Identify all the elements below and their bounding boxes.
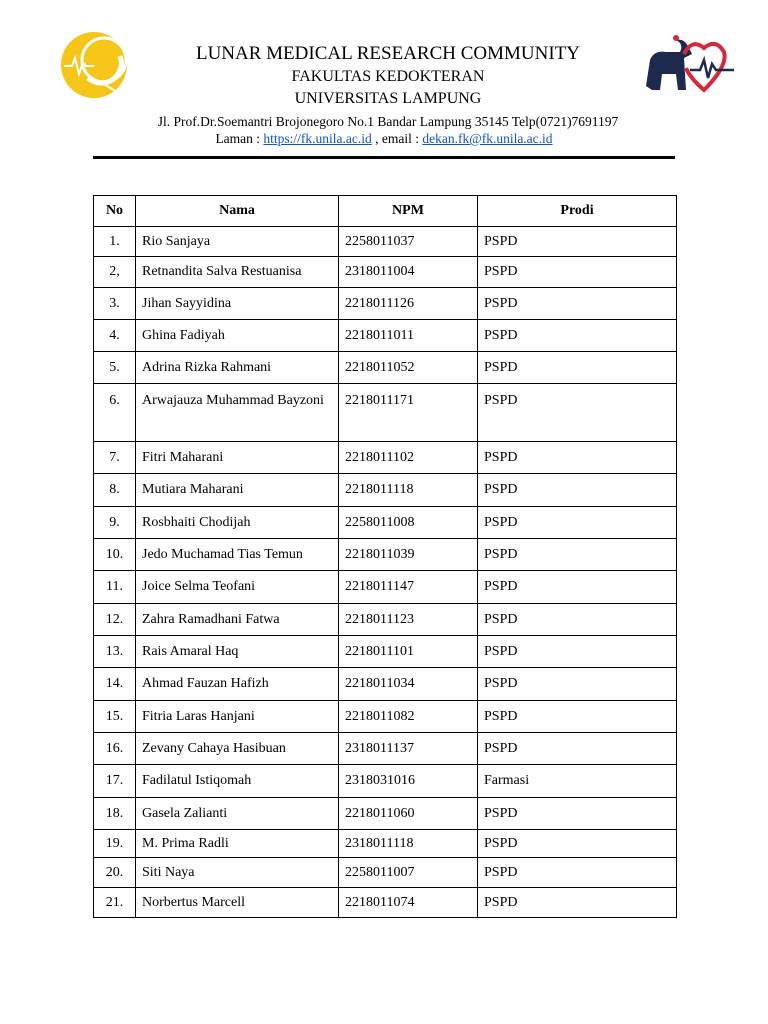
cell-prodi: Farmasi — [478, 765, 677, 798]
cell-no: 21. — [94, 888, 136, 918]
cell-nama: Fadilatul Istiqomah — [136, 765, 339, 798]
cell-nama: Retnandita Salva Restuanisa — [136, 257, 339, 288]
laman-label: Laman : — [215, 131, 264, 146]
cell-no: 12. — [94, 604, 136, 636]
table-header-row — [94, 196, 677, 227]
cell-npm: 2218011171 — [339, 384, 478, 442]
cell-no: 13. — [94, 636, 136, 668]
cell-npm: 2218011074 — [339, 888, 478, 918]
cell-prodi: PSPD — [478, 701, 677, 733]
cell-no: 19. — [94, 830, 136, 858]
email-label: , email : — [371, 131, 423, 146]
letterhead — [0, 42, 768, 147]
cell-npm: 2218011011 — [339, 320, 478, 352]
cell-nama: Zevany Cahaya Hasibuan — [136, 733, 339, 765]
address-line: Jl. Prof.Dr.Soemantri Brojonegoro No.1 Bandar Lampung 35145 Telp(0721)7691197 — [157, 114, 619, 129]
cell-npm: 2318031016 — [339, 765, 478, 798]
cell-nama: Zahra Ramadhani Fatwa — [136, 604, 339, 636]
table-row — [94, 384, 677, 442]
cell-npm: 2218011101 — [339, 636, 478, 668]
cell-npm: 2218011060 — [339, 798, 478, 830]
cell-npm: 2318011118 — [339, 830, 478, 858]
cell-prodi: PSPD — [478, 858, 677, 888]
cell-no: 2, — [94, 257, 136, 288]
table-body — [94, 227, 677, 918]
org-title: LUNAR MEDICAL RESEARCH COMMUNITY — [195, 43, 581, 64]
table-row — [94, 798, 677, 830]
cell-nama: Gasela Zalianti — [136, 798, 339, 830]
cell-nama: Siti Naya — [136, 858, 339, 888]
cell-no: 10. — [94, 539, 136, 571]
cell-no: 14. — [94, 668, 136, 701]
table-row — [94, 288, 677, 320]
table-row — [94, 352, 677, 384]
table-row — [94, 888, 677, 918]
cell-nama: Ghina Fadiyah — [136, 320, 339, 352]
cell-npm: 2218011082 — [339, 701, 478, 733]
header-nama: Nama — [136, 196, 339, 227]
member-table — [93, 195, 677, 918]
cell-nama: Arwajauza Muhammad Bayzoni — [136, 384, 339, 442]
cell-prodi: PSPD — [478, 636, 677, 668]
cell-npm: 2218011102 — [339, 442, 478, 474]
cell-npm: 2258011007 — [339, 858, 478, 888]
email-link[interactable]: dekan.fk@fk.unila.ac.id — [422, 131, 553, 146]
cell-nama: Ahmad Fauzan Hafizh — [136, 668, 339, 701]
cell-no: 5. — [94, 352, 136, 384]
cell-prodi: PSPD — [478, 798, 677, 830]
cell-nama: M. Prima Radli — [136, 830, 339, 858]
cell-nama: Rio Sanjaya — [136, 227, 339, 257]
cell-prodi: PSPD — [478, 320, 677, 352]
cell-nama: Norbertus Marcell — [136, 888, 339, 918]
cell-npm: 2218011147 — [339, 571, 478, 604]
website-link[interactable]: https://fk.unila.ac.id — [263, 131, 372, 146]
contact-line — [0, 130, 768, 147]
cell-npm: 2218011118 — [339, 474, 478, 507]
cell-nama: Fitri Maharani — [136, 442, 339, 474]
cell-prodi: PSPD — [478, 830, 677, 858]
table-row — [94, 539, 677, 571]
cell-npm: 2218011126 — [339, 288, 478, 320]
cell-no: 9. — [94, 507, 136, 539]
cell-no: 3. — [94, 288, 136, 320]
cell-no: 8. — [94, 474, 136, 507]
cell-no: 18. — [94, 798, 136, 830]
cell-prodi: PSPD — [478, 668, 677, 701]
cell-npm: 2258011008 — [339, 507, 478, 539]
faculty-name: FAKULTAS KEDOKTERAN — [291, 68, 485, 85]
cell-nama: Jedo Muchamad Tias Temun — [136, 539, 339, 571]
cell-nama: Fitria Laras Hanjani — [136, 701, 339, 733]
cell-prodi: PSPD — [478, 507, 677, 539]
cell-npm: 2218011034 — [339, 668, 478, 701]
table-row — [94, 571, 677, 604]
cell-no: 6. — [94, 384, 136, 442]
cell-prodi: PSPD — [478, 888, 677, 918]
table-row — [94, 474, 677, 507]
header-divider — [93, 156, 675, 159]
university-name: UNIVERSITAS LAMPUNG — [294, 90, 482, 107]
cell-nama: Mutiara Maharani — [136, 474, 339, 507]
cell-nama: Jihan Sayyidina — [136, 288, 339, 320]
table-row — [94, 507, 677, 539]
cell-npm: 2258011037 — [339, 227, 478, 257]
table-row — [94, 668, 677, 701]
cell-npm: 2218011052 — [339, 352, 478, 384]
cell-no: 20. — [94, 858, 136, 888]
cell-no: 4. — [94, 320, 136, 352]
cell-prodi: PSPD — [478, 227, 677, 257]
cell-nama: Joice Selma Teofani — [136, 571, 339, 604]
cell-prodi: PSPD — [478, 474, 677, 507]
table-row — [94, 733, 677, 765]
table-row — [94, 257, 677, 288]
cell-prodi: PSPD — [478, 257, 677, 288]
cell-npm: 2218011039 — [339, 539, 478, 571]
cell-nama: Adrina Rizka Rahmani — [136, 352, 339, 384]
cell-prodi: PSPD — [478, 352, 677, 384]
table-row — [94, 442, 677, 474]
cell-prodi: PSPD — [478, 733, 677, 765]
cell-no: 16. — [94, 733, 136, 765]
cell-prodi: PSPD — [478, 571, 677, 604]
cell-npm: 2318011004 — [339, 257, 478, 288]
cell-prodi: PSPD — [478, 442, 677, 474]
table-row — [94, 227, 677, 257]
cell-no: 15. — [94, 701, 136, 733]
cell-npm: 2218011123 — [339, 604, 478, 636]
cell-npm: 2318011137 — [339, 733, 478, 765]
cell-no: 17. — [94, 765, 136, 798]
cell-no: 7. — [94, 442, 136, 474]
table-row — [94, 636, 677, 668]
header-no: No — [94, 196, 136, 227]
cell-nama: Rosbhaiti Chodijah — [136, 507, 339, 539]
cell-nama: Rais Amaral Haq — [136, 636, 339, 668]
table-row — [94, 320, 677, 352]
cell-no: 11. — [94, 571, 136, 604]
table-row — [94, 830, 677, 858]
cell-prodi: PSPD — [478, 604, 677, 636]
table-row — [94, 701, 677, 733]
cell-prodi: PSPD — [478, 539, 677, 571]
table-row — [94, 604, 677, 636]
table-row — [94, 858, 677, 888]
cell-no: 1. — [94, 227, 136, 257]
cell-prodi: PSPD — [478, 384, 677, 442]
header-prodi: Prodi — [478, 196, 677, 227]
header-npm: NPM — [339, 196, 478, 227]
cell-prodi: PSPD — [478, 288, 677, 320]
table-row — [94, 765, 677, 798]
